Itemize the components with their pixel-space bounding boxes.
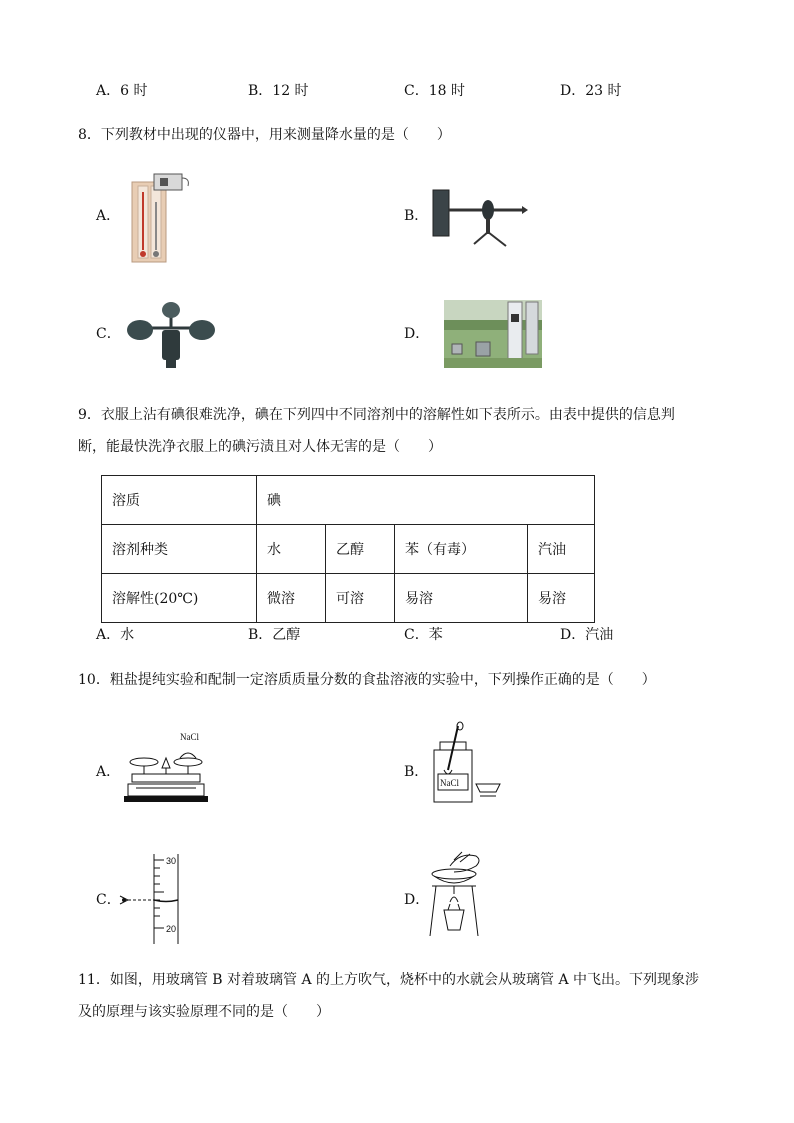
q10-stem: 10．粗盐提纯实验和配制一定溶质质量分数的食盐溶液的实验中，下列操作正确的是（ ）: [78, 672, 656, 688]
table-cell: 碘: [257, 476, 595, 525]
cylinder-tick-top: 30: [166, 856, 177, 866]
table-cell: 溶解性(20℃): [102, 574, 257, 623]
table-cell: 易溶: [528, 574, 595, 623]
solubility-table: [101, 475, 595, 623]
cylinder-tick-bottom: 20: [166, 924, 177, 934]
rain-gauge-station-icon: [444, 300, 542, 368]
table-row: [102, 476, 595, 525]
q10-label-d: D．: [404, 892, 430, 908]
q9-option-d: D．汽油: [560, 627, 614, 643]
balance-scale-icon: [122, 728, 212, 804]
table-cell: 苯（有毒）: [395, 525, 528, 574]
table-cell: 溶质: [102, 476, 257, 525]
table-cell: 易溶: [395, 574, 528, 623]
q7-option-a: A．6 时: [96, 83, 148, 99]
q8-label-a: A．: [96, 208, 121, 224]
q9-option-b: B．乙醇: [248, 627, 301, 643]
table-cell: 可溶: [326, 574, 395, 623]
anemometer-icon: [124, 300, 218, 370]
table-cell: 微溶: [257, 574, 326, 623]
table-row: [102, 574, 595, 623]
table-cell: 乙醇: [326, 525, 395, 574]
q8-label-c: C．: [96, 326, 121, 342]
nacl-label-a: NaCl: [180, 732, 199, 742]
q8-stem: 8．下列教材中出现的仪器中，用来测量降水量的是（ ）: [78, 127, 451, 143]
q9-option-c: C．苯: [404, 627, 443, 643]
q9-stem-line1: 9．衣服上沾有碘很难洗净，碘在下列四中不同溶剂中的溶解性如下表所示。由表中提供的信息判: [78, 407, 675, 423]
q9-stem-line2: 断，能最快洗净衣服上的碘污渍且对人体无害的是（ ）: [78, 439, 442, 455]
q9-option-a: A．水: [96, 627, 135, 643]
evaporating-dish-icon: [424, 850, 488, 944]
table-row: [102, 525, 595, 574]
q7-option-b: B．12 时: [248, 83, 309, 99]
q8-label-b: B．: [404, 208, 429, 224]
q8-label-d: D．: [404, 326, 430, 342]
q11-stem-line2: 及的原理与该实验原理不同的是（ ）: [78, 1004, 330, 1020]
table-cell: 汽油: [528, 525, 595, 574]
q10-label-c: C．: [96, 892, 121, 908]
q7-option-c: C．18 时: [404, 83, 465, 99]
thermometer-icon: [130, 172, 195, 264]
q11-stem-line1: 11．如图，用玻璃管 B 对着玻璃管 A 的上方吹气，烧杯中的水就会从玻璃管 A 中飞出。下列现象涉: [78, 972, 700, 988]
q10-label-a: A．: [96, 764, 121, 780]
table-cell: 水: [257, 525, 326, 574]
table-cell: 溶剂种类: [102, 525, 257, 574]
q7-option-d: D．23 时: [560, 83, 622, 99]
nacl-label-b: NaCl: [440, 778, 459, 788]
wind-vane-icon: [430, 188, 530, 248]
measuring-cylinder-icon: [118, 852, 188, 948]
reagent-bottle-icon: [428, 722, 508, 806]
q10-label-b: B．: [404, 764, 429, 780]
